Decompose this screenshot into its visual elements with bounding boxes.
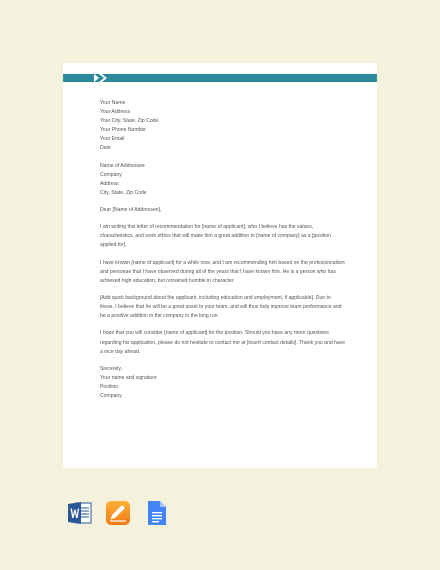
paragraph: I hope that you will consider [name of applicant] for the position. Should you have any more questions regarding his application, please do not hesitate to contact me at [insert contact details]. Thank you and have a nice day ahead. xyxy=(100,330,346,355)
paragraph: [Add quick background about the applicant, including education and employment, if applicable]. Due to these, I believe that he will be a great asset to your team, and will thus help improve team performance and be a positive addition in the company in the long run. xyxy=(100,294,342,320)
sender-line: Your Address xyxy=(100,109,131,116)
closing-line: Company xyxy=(100,393,122,400)
format-icons xyxy=(67,500,169,526)
recipient-line: Name of Addressee xyxy=(100,162,145,169)
pages-icon[interactable] xyxy=(105,500,131,526)
word-icon[interactable] xyxy=(67,500,93,526)
letter-body xyxy=(100,99,346,409)
letter-document xyxy=(63,63,377,468)
recipient-line: Address xyxy=(100,180,119,187)
recipient-address xyxy=(100,162,346,198)
paragraph: I have known [name of applicant] for a while now, and I am recommending him based on the professionalism and personae that I have observed during all of the years that I have known him. He is a person who has achieved high education, but remained humble in character. xyxy=(100,259,345,284)
paragraph: I am writing this letter of recommendation for [name of applicant], who I believe has the values, characteristics, and work ethics that will make him a great addition to [name of company] as a [position applied for]. xyxy=(100,224,332,249)
closing-line: Sincerely, xyxy=(100,365,122,372)
sender-address xyxy=(100,99,346,154)
closing-line: Position xyxy=(100,384,119,391)
salutation: Dear [Name of Addressee], xyxy=(100,206,162,213)
closing xyxy=(100,365,346,401)
closing-line: Your name and signature xyxy=(100,375,157,381)
recipient-line: Company xyxy=(100,171,122,178)
recipient-line: City, State, Zip Code xyxy=(100,189,147,196)
sender-line: Your City, State, Zip Code xyxy=(100,118,159,125)
google-docs-icon[interactable] xyxy=(143,500,169,526)
sender-line: Your Email xyxy=(100,136,125,143)
sender-line: Your Phone Number xyxy=(100,127,146,134)
header-banner xyxy=(63,74,377,82)
sender-line: Date xyxy=(100,145,111,152)
sender-line: Your Name xyxy=(100,100,126,106)
